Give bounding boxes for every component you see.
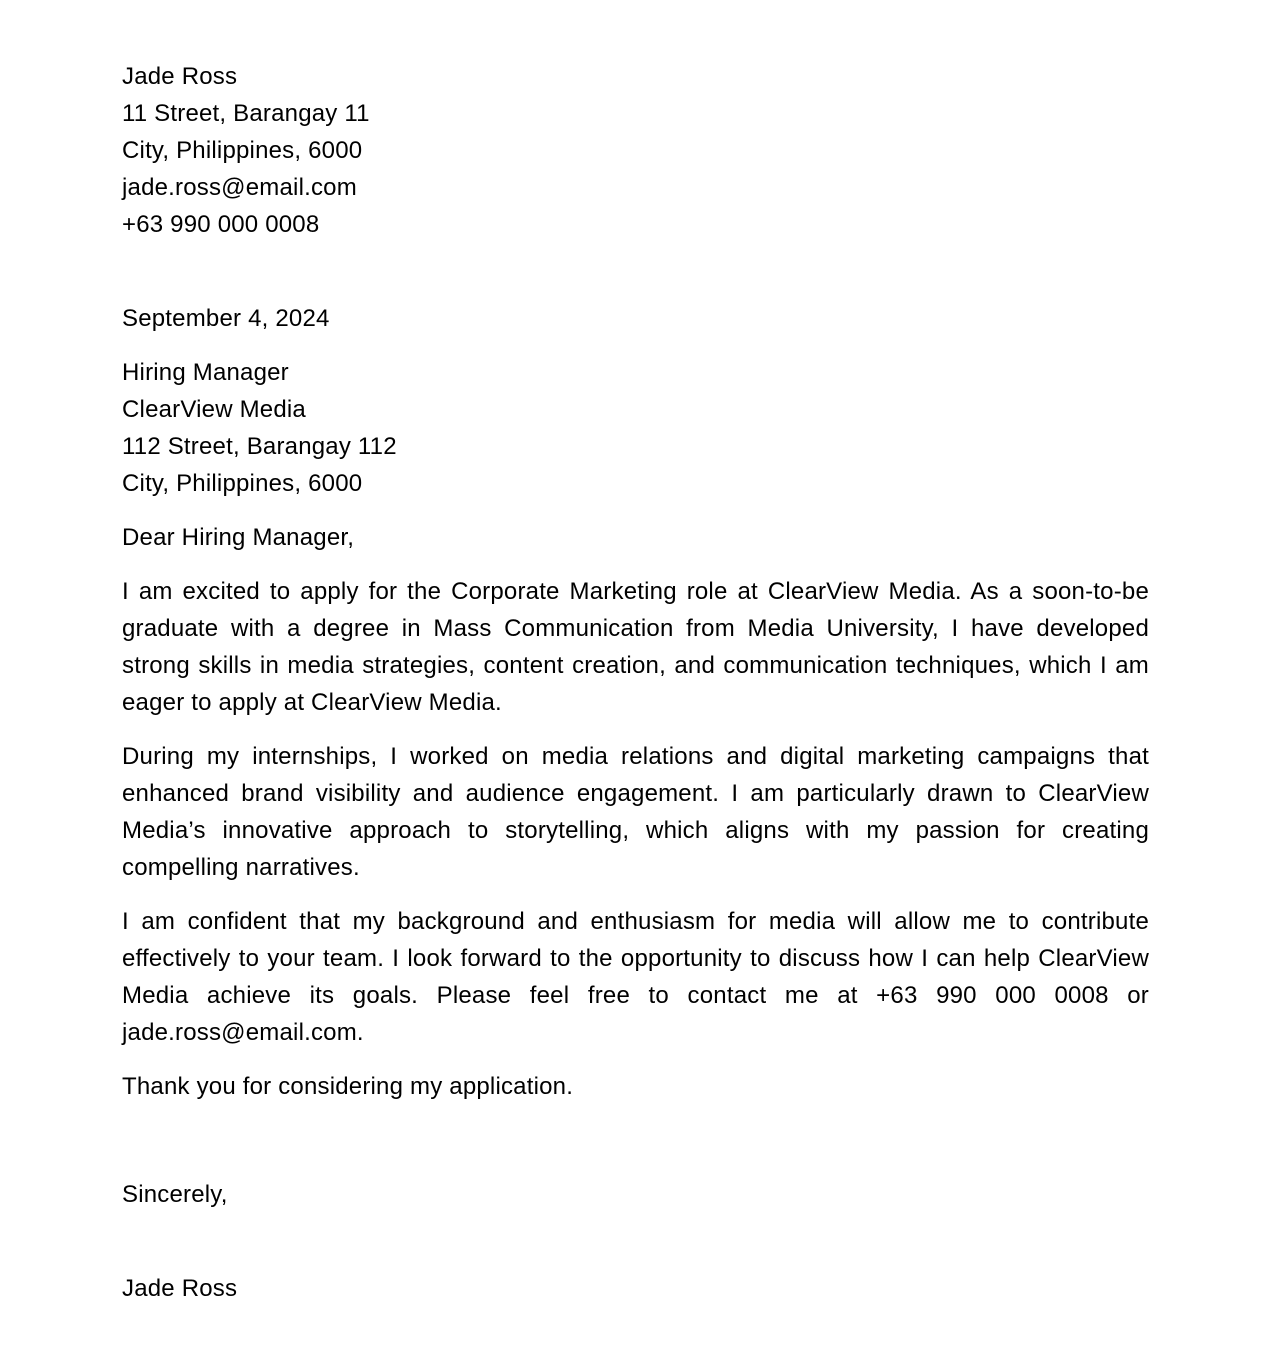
sender-email: jade.ross@email.com (122, 174, 357, 201)
sender-address-block (122, 58, 1149, 243)
letter-date-block (122, 300, 1149, 337)
body-paragraph-3: I am confident that my background and enthusiasm for media will allow me to contribute effectively to your team. I look forward to the opportunity to discuss how I can help ClearView Media achieve its goals. Please feel free to contact me at +63 990 000 0008 or jade.ross@email.com. (122, 908, 1149, 1046)
salutation: Dear Hiring Manager, (122, 524, 355, 551)
sender-name: Jade Ross (122, 63, 238, 90)
letter-date: September 4, 2024 (122, 305, 330, 332)
recipient-street: 112 Street, Barangay 112 (122, 433, 397, 460)
sender-phone: +63 990 000 0008 (122, 211, 320, 238)
thanks-block (122, 1068, 1149, 1105)
recipient-company: ClearView Media (122, 396, 306, 423)
body-paragraph-1: I am excited to apply for the Corporate Marketing role at ClearView Media. As a soon-to-be graduate with a degree in Mass Communication from Media University, I have developed strong skills in media strategies, content creation, and communication techniques, which I am eager to apply at ClearView Media. (122, 578, 1149, 716)
sender-street: 11 Street, Barangay 11 (122, 100, 370, 127)
cover-letter (122, 58, 1149, 1307)
sender-city: City, Philippines, 6000 (122, 137, 363, 164)
signature-name: Jade Ross (122, 1275, 238, 1302)
salutation-block (122, 519, 1149, 556)
signoff-block (122, 1176, 1149, 1213)
recipient-title: Hiring Manager (122, 359, 289, 386)
recipient-address-block (122, 354, 1149, 502)
recipient-city: City, Philippines, 6000 (122, 470, 363, 497)
signature-block (122, 1270, 1149, 1307)
thanks-line: Thank you for considering my application. (122, 1073, 574, 1100)
body-paragraph-2: During my internships, I worked on media relations and digital marketing campaigns that enhanced brand visibility and audience engagement. I am particularly drawn to ClearView Media’s innovative approach to storytelling, which aligns with my passion for creating compelling narratives. (122, 743, 1149, 881)
signoff: Sincerely, (122, 1181, 228, 1208)
